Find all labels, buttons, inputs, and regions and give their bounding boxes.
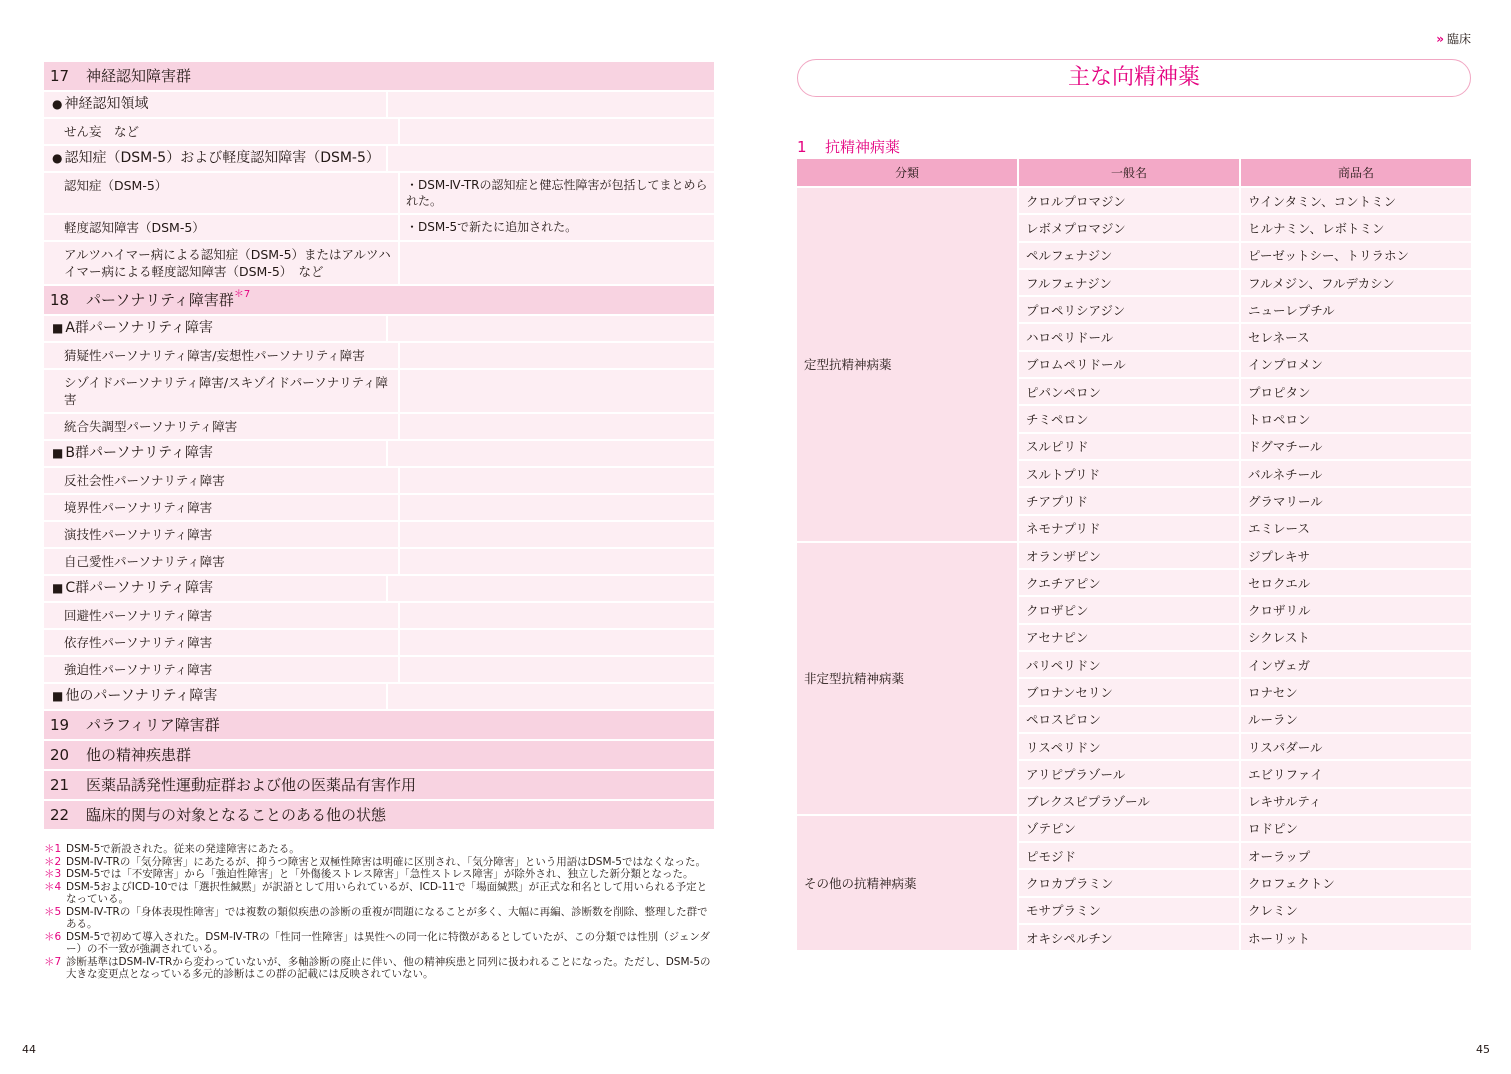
row-note-cell (400, 603, 714, 628)
brand-name-cell: リスパダール (1241, 734, 1471, 759)
row-label-cell (44, 146, 386, 171)
section-number: 18 (50, 291, 70, 309)
table-row (44, 684, 714, 709)
footnote (44, 843, 714, 856)
table-row (797, 543, 1471, 568)
row-label: 反社会性パーソナリティ障害 (64, 473, 225, 488)
generic-name-cell: クエチアピン (1019, 570, 1239, 595)
left-page (44, 62, 714, 981)
row-note-cell (400, 522, 714, 547)
footnotes (44, 843, 714, 981)
col-header-category: 分類 (797, 159, 1017, 186)
table-row (44, 522, 714, 547)
table-row (44, 215, 714, 240)
brand-name-cell: レキサルティ (1241, 789, 1471, 814)
table-row (44, 603, 714, 628)
generic-name-cell: ピモジド (1019, 843, 1239, 868)
table-row (44, 146, 714, 171)
row-label: 他のパーソナリティ障害 (65, 688, 218, 704)
row-label: A群パーソナリティ障害 (65, 320, 213, 336)
row-note-cell (400, 242, 714, 284)
section-title: 他の精神疾患群 (86, 746, 192, 764)
section-number: 20 (50, 746, 70, 764)
row-label-cell (44, 522, 398, 547)
footnote (44, 881, 714, 906)
section-title: パラフィリア障害群 (86, 716, 220, 734)
section-header (44, 801, 714, 829)
section-header (44, 771, 714, 799)
table-row (44, 414, 714, 439)
row-label: B群パーソナリティ障害 (65, 445, 213, 461)
row-label: 境界性パーソナリティ障害 (64, 500, 213, 515)
generic-name-cell: ゾテピン (1019, 816, 1239, 841)
row-label-cell (44, 343, 398, 368)
footnote-text: 診断基準はDSM-Ⅳ-TRから変わっていないが、多軸診断の廃止に伴い、他の精神疾患と同列に扱われることになった。ただし、DSM-5の大きな変更点となっている多元的診断はこの群の記載には反映されていない。 (66, 955, 711, 980)
row-note-cell (400, 343, 714, 368)
generic-name-cell: リスペリドン (1019, 734, 1239, 759)
brand-name-cell: ピーゼットシー、トリラホン (1241, 243, 1471, 268)
brand-name-cell: セレネース (1241, 324, 1471, 349)
row-label-cell (44, 576, 386, 601)
generic-name-cell: パリペリドン (1019, 652, 1239, 677)
row-note-cell (388, 441, 714, 466)
generic-name-cell: ブロナンセリン (1019, 679, 1239, 704)
brand-name-cell: トロペロン (1241, 406, 1471, 431)
page-number-left: 44 (22, 1043, 36, 1056)
brand-name-cell: グラマリール (1241, 488, 1471, 513)
row-label-cell (44, 92, 386, 117)
generic-name-cell: モサプラミン (1019, 898, 1239, 923)
generic-name-cell: スルトプリド (1019, 461, 1239, 486)
row-label-cell (44, 657, 398, 682)
section-number: 17 (50, 67, 70, 85)
row-label: シゾイドパーソナリティ障害/スキゾイドパーソナリティ障害 (64, 375, 388, 407)
breadcrumb[interactable] (797, 30, 1471, 48)
col-header-generic-name: 一般名 (1019, 159, 1239, 186)
footnote (44, 956, 714, 981)
footnote-mark: ＊1 (44, 843, 62, 855)
row-label: せん妄 など (64, 124, 140, 139)
row-label: アルツハイマー病による認知症（DSM-5）またはアルツハイマー病による軽度認知障害（DSM-5） など (64, 247, 391, 279)
section-number: 19 (50, 716, 70, 734)
footnote-text: DSM-Ⅳ-TRの「気分障害」にあたるが、抑うつ障害と双極性障害は明確に区別され、「気分障害」という用語はDSM-5ではなくなった。 (66, 855, 706, 868)
brand-name-cell: フルメジン、フルデカシン (1241, 270, 1471, 295)
section-header (44, 711, 714, 739)
brand-name-cell: バルネチール (1241, 461, 1471, 486)
row-label: C群パーソナリティ障害 (65, 580, 214, 596)
brand-name-cell: エミレース (1241, 516, 1471, 541)
row-note-cell (388, 146, 714, 171)
table-row (44, 441, 714, 466)
row-note-cell (388, 576, 714, 601)
bullet-square-icon: ■ (52, 321, 64, 335)
generic-name-cell: アリピプラゾール (1019, 761, 1239, 786)
drug-table (795, 157, 1473, 952)
generic-name-cell: ピパンペロン (1019, 379, 1239, 404)
row-note-cell (400, 657, 714, 682)
row-note-cell (400, 414, 714, 439)
table-row (44, 316, 714, 341)
row-note-cell (400, 215, 714, 240)
bullet-square-icon: ■ (52, 581, 64, 595)
row-label: 猜疑性パーソナリティ障害/妄想性パーソナリティ障害 (64, 348, 365, 363)
footnote-ref: ＊7 (233, 289, 251, 300)
brand-name-cell: インヴェガ (1241, 652, 1471, 677)
generic-name-cell: クロルプロマジン (1019, 188, 1239, 213)
section-title: 臨床的関与の対象となることのある他の状態 (86, 806, 387, 824)
generic-name-cell: オキシペルチン (1019, 925, 1239, 950)
row-label-cell (44, 468, 398, 493)
brand-name-cell: シクレスト (1241, 625, 1471, 650)
row-note-cell (400, 630, 714, 655)
category-cell: 定型抗精神病薬 (797, 188, 1017, 541)
generic-name-cell: アセナピン (1019, 625, 1239, 650)
footnote-mark: ＊3 (44, 868, 62, 880)
col-header-brand-name: 商品名 (1241, 159, 1471, 186)
footnote (44, 868, 714, 881)
generic-name-cell: ペルフェナジン (1019, 243, 1239, 268)
row-note-cell (388, 316, 714, 341)
row-label: 自己愛性パーソナリティ障害 (64, 554, 225, 569)
row-label-cell (44, 549, 398, 574)
double-chevron-right-icon: » (1436, 32, 1444, 46)
row-label-cell (44, 630, 398, 655)
row-note-cell (388, 92, 714, 117)
table-row (797, 816, 1471, 841)
row-note: ・DSM-5で新たに追加された。 (406, 220, 578, 234)
section-title: パーソナリティ障害群 (86, 291, 234, 309)
section-header (44, 62, 714, 90)
category-cell: 非定型抗精神病薬 (797, 543, 1017, 814)
section-header (44, 741, 714, 769)
row-note-cell (400, 119, 714, 144)
row-label: 神経認知領域 (64, 96, 149, 112)
generic-name-cell: ペロスピロン (1019, 707, 1239, 732)
row-note-cell (388, 684, 714, 709)
right-page (797, 30, 1471, 952)
table-row (44, 370, 714, 412)
row-note-cell (400, 173, 714, 213)
row-label: 依存性パーソナリティ障害 (64, 635, 213, 650)
row-note: ・DSM-Ⅳ-TRの認知症と健忘性障害が包括してまとめられた。 (406, 178, 708, 208)
section-title: 医薬品誘発性運動症群および他の医薬品有害作用 (86, 776, 417, 794)
brand-name-cell: クロザリル (1241, 597, 1471, 622)
brand-name-cell: ジプレキサ (1241, 543, 1471, 568)
brand-name-cell: ウインタミン、コントミン (1241, 188, 1471, 213)
row-label: 認知症（DSM-5）および軽度認知障害（DSM-5） (64, 150, 380, 166)
subsection-title: 抗精神病薬 (825, 138, 901, 156)
table-row (44, 343, 714, 368)
brand-name-cell: エビリファイ (1241, 761, 1471, 786)
category-cell: その他の抗精神病薬 (797, 816, 1017, 950)
row-note-cell (400, 495, 714, 520)
brand-name-cell: ロドピン (1241, 816, 1471, 841)
bullet-square-icon: ■ (52, 446, 64, 460)
brand-name-cell: オーラップ (1241, 843, 1471, 868)
page-title: 主な向精神薬 (797, 59, 1471, 97)
bullet-square-icon: ■ (52, 689, 64, 703)
row-note-cell (400, 370, 714, 412)
row-label-cell (44, 441, 386, 466)
generic-name-cell: ネモナプリド (1019, 516, 1239, 541)
generic-name-cell: スルピリド (1019, 434, 1239, 459)
table-row (44, 242, 714, 284)
brand-name-cell: ロナセン (1241, 679, 1471, 704)
footnote-text: DSM-5およびICD-10では「選択性緘黙」が訳語として用いられているが、ICD-11で「場面緘黙」が正式な和名として用いられる予定となっている。 (66, 880, 708, 905)
footnote-mark: ＊5 (44, 905, 62, 918)
row-label: 軽度認知障害（DSM-5） (64, 220, 205, 235)
generic-name-cell: チアプリド (1019, 488, 1239, 513)
brand-name-cell: プロピタン (1241, 379, 1471, 404)
subsection-number: 1 (797, 138, 807, 156)
table-row (797, 188, 1471, 213)
row-note-cell (400, 468, 714, 493)
generic-name-cell: チミペロン (1019, 406, 1239, 431)
table-row (44, 119, 714, 144)
footnote-mark: ＊2 (44, 855, 62, 868)
table-row (44, 495, 714, 520)
table-row (44, 549, 714, 574)
row-label-cell (44, 684, 386, 709)
brand-name-cell: セロクエル (1241, 570, 1471, 595)
footnote-text: DSM-5で新設された。従来の発達障害にあたる。 (66, 843, 300, 855)
table-row (44, 630, 714, 655)
table-row (44, 468, 714, 493)
row-label-cell (44, 495, 398, 520)
row-label: 強迫性パーソナリティ障害 (64, 662, 213, 677)
table-row (44, 576, 714, 601)
brand-name-cell: ドグマチール (1241, 434, 1471, 459)
table-row (44, 92, 714, 117)
brand-name-cell: クレミン (1241, 898, 1471, 923)
row-label-cell (44, 414, 398, 439)
breadcrumb-label: 臨床 (1446, 32, 1471, 46)
generic-name-cell: フルフェナジン (1019, 270, 1239, 295)
generic-name-cell: ハロペリドール (1019, 324, 1239, 349)
page-number-right: 45 (1476, 1043, 1490, 1056)
brand-name-cell: ヒルナミン、レボトミン (1241, 215, 1471, 240)
generic-name-cell: クロカプラミン (1019, 870, 1239, 895)
footnote-mark: ＊6 (44, 930, 62, 943)
generic-name-cell: クロザピン (1019, 597, 1239, 622)
row-label: 回避性パーソナリティ障害 (64, 608, 213, 623)
generic-name-cell: プロペリシアジン (1019, 297, 1239, 322)
row-label-cell (44, 603, 398, 628)
row-label: 認知症（DSM-5） (64, 178, 168, 193)
generic-name-cell: レボメプロマジン (1019, 215, 1239, 240)
row-label-cell (44, 242, 398, 284)
footnote-text: DSM-5では「不安障害」から「強迫性障害」と「外傷後ストレス障害」「急性ストレス障害」が除外され、独立した新分類となった。 (66, 868, 694, 880)
row-label-cell (44, 119, 398, 144)
generic-name-cell: オランザピン (1019, 543, 1239, 568)
bullet-circle-icon: ● (52, 151, 63, 165)
table-row (44, 657, 714, 682)
brand-name-cell: ニューレプチル (1241, 297, 1471, 322)
footnote-mark: ＊7 (44, 955, 62, 968)
footnote-mark: ＊4 (44, 880, 62, 893)
brand-name-cell: インプロメン (1241, 352, 1471, 377)
row-label-cell (44, 316, 386, 341)
table-row (44, 173, 714, 213)
section-header (44, 286, 714, 314)
section-number: 22 (50, 806, 70, 824)
footnote (44, 906, 714, 931)
brand-name-cell: ルーラン (1241, 707, 1471, 732)
section-title: 神経認知障害群 (86, 67, 192, 85)
row-label: 演技性パーソナリティ障害 (64, 527, 213, 542)
footnote (44, 856, 714, 869)
bullet-circle-icon: ● (52, 97, 63, 111)
row-label-cell (44, 370, 398, 412)
generic-name-cell: ブロムペリドール (1019, 352, 1239, 377)
row-label-cell (44, 215, 398, 240)
footnote (44, 931, 714, 956)
row-label-cell (44, 173, 398, 213)
row-note-cell (400, 549, 714, 574)
brand-name-cell: クロフェクトン (1241, 870, 1471, 895)
row-label: 統合失調型パーソナリティ障害 (64, 419, 238, 434)
footnote-text: DSM-Ⅳ-TRの「身体表現性障害」では複数の類似疾患の診断の重複が問題になることが多く、大幅に再編、診断数を削除、整理した群である。 (66, 905, 708, 930)
brand-name-cell: ホーリット (1241, 925, 1471, 950)
generic-name-cell: ブレクスピプラゾール (1019, 789, 1239, 814)
subsection-heading (797, 137, 1471, 157)
footnote-text: DSM-5で初めて導入された。DSM-Ⅳ-TRの「性同一性障害」は異性への同一化に特徴があるとしていたが、この分類では性別（ジェンダー）の不一致が強調されている。 (66, 930, 710, 955)
section-number: 21 (50, 776, 70, 794)
